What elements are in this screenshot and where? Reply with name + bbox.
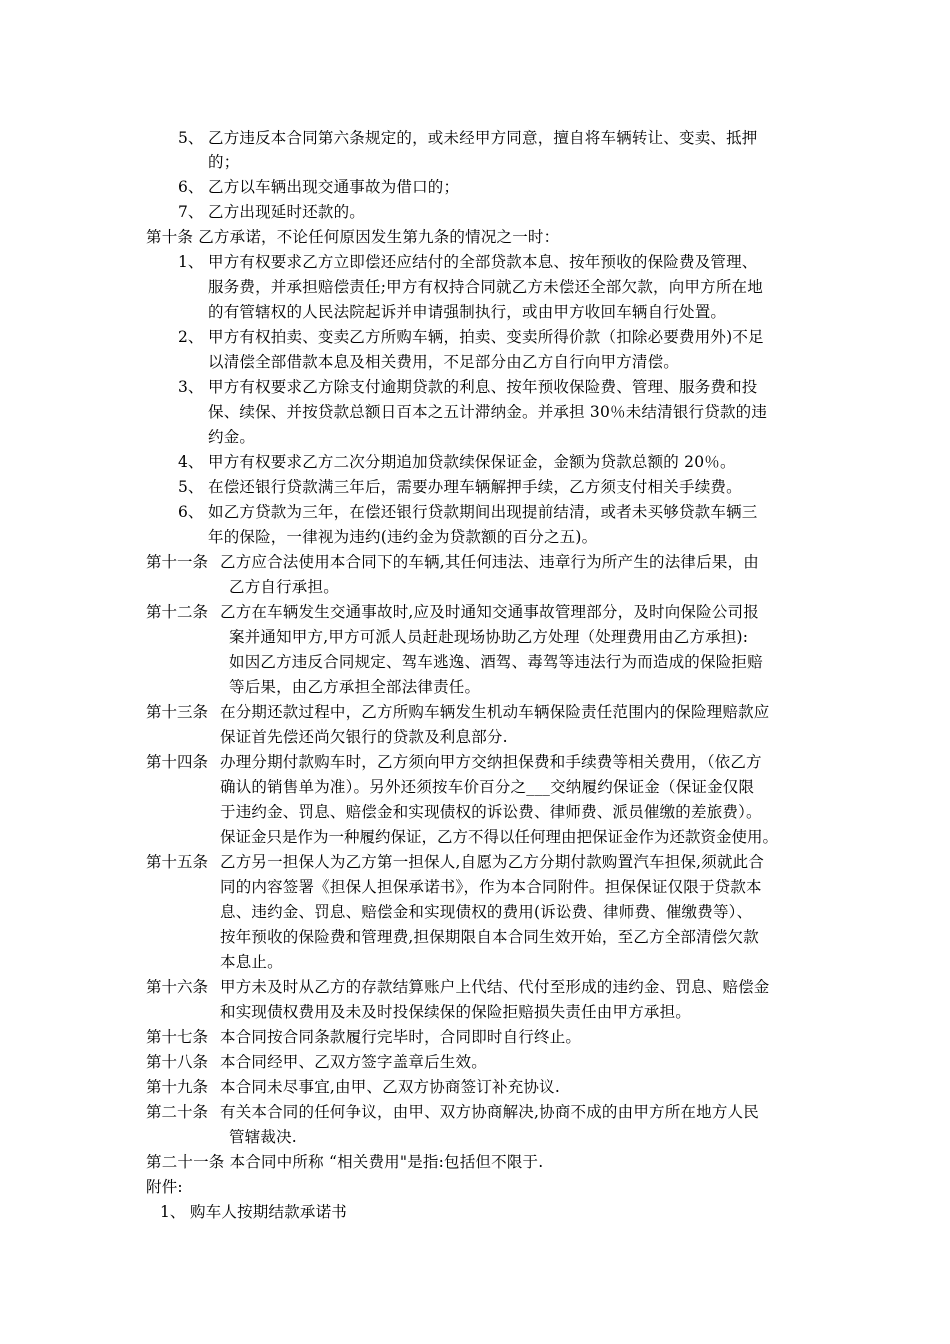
article-label: 第十六条 (146, 978, 209, 996)
article-line: 保证金只是作为一种履约保证，乙方不得以任何理由把保证金作为还款资金使用。 (220, 828, 779, 846)
list-item-line: 甲方有权要求乙方除支付逾期贷款的利息、按年预收保险费、管理、服务费和投 (208, 378, 758, 396)
article-line: 乙方自行承担。 (229, 578, 339, 596)
list-item-line: 甲方有权要求乙方二次分期追加贷款续保保证金，金额为贷款总额的 20％。 (208, 453, 736, 471)
list-item-line: 在偿还银行贷款满三年后，需要办理车辆解押手续，乙方须支付相关手续费。 (208, 478, 742, 496)
list-item-line: 如乙方贷款为三年，在偿还银行贷款期间出现提前结清，或者未买够贷款车辆三 (208, 503, 758, 521)
list-item-number: 1、 (160, 1203, 186, 1221)
article-line: 有关本合同的任何争议，由甲、双方协商解决,协商不成的由甲方所在地方人民 (220, 1103, 759, 1121)
article-label: 第十一条 (146, 553, 209, 571)
list-item-line: 的有管辖权的人民法院起诉并申请强制执行，或由甲方收回车辆自行处置。 (208, 303, 727, 321)
list-item-number: 4、 (178, 453, 204, 471)
list-item-line: 乙方违反本合同第六条规定的，或未经甲方同意，擅自将车辆转让、变卖、抵押 (208, 129, 758, 147)
list-item-number: 6、 (178, 178, 204, 196)
article-line: 保证首先偿还尚欠银行的贷款及利息部分. (220, 728, 508, 746)
article-line: 案并通知甲方,甲方可派人员赶赴现场协助乙方处理（处理费用由乙方承担): (229, 628, 749, 646)
article-label: 第二十条 (146, 1103, 209, 1121)
article-line: 乙方在车辆发生交通事故时,应及时通知交通事故管理部分，及时向保险公司报 (220, 603, 759, 621)
list-item-number: 5、 (178, 129, 204, 147)
article-line: 乙方另一担保人为乙方第一担保人,自愿为乙方分期付款购置汽车担保,须就此合 (220, 853, 765, 871)
appendix-item: 购车人按期结款承诺书 (190, 1203, 348, 1221)
article-label: 第十二条 (146, 603, 209, 621)
list-item-line: 服务费，并承担赔偿责任;甲方有权持合同就乙方未偿还全部欠款，向甲方所在地 (208, 278, 763, 296)
article-label: 第十四条 (146, 753, 209, 771)
article-line: 同的内容签署《担保人担保承诺书》，作为本合同附件。担保保证仅限于贷款本 (220, 878, 762, 896)
article-10-title: 第十条 乙方承诺，不论任何原因发生第九条的情况之一时： (146, 228, 560, 246)
article-line: 和实现债权费用及未及时投保续保的保险拒赔损失责任由甲方承担。 (220, 1003, 692, 1021)
list-item-line: 以清偿全部借款本息及相关费用，不足部分由乙方自行向甲方清偿。 (208, 353, 680, 371)
list-item-line: 年的保险，一律视为违约(违约金为贷款额的百分之五)。 (208, 528, 598, 546)
article-line: 甲方未及时从乙方的存款结算账户上代结、代付至形成的违约金、罚息、赔偿金 (220, 978, 770, 996)
article-label: 第十七条 (146, 1028, 209, 1046)
article-line: 确认的销售单为准）。另外还须按车价百分之___交纳履约保证金（保证金仅限 (220, 778, 755, 796)
list-item-line: 乙方出现延时还款的。 (208, 203, 366, 221)
article-line: 本合同经甲、乙双方签字盖章后生效。 (220, 1053, 487, 1071)
list-item-number: 7、 (178, 203, 204, 221)
article-line: 乙方应合法使用本合同下的车辆,其任何违法、违章行为所产生的法律后果，由 (220, 553, 759, 571)
article-label: 第十八条 (146, 1053, 209, 1071)
list-item-number: 6、 (178, 503, 204, 521)
article-line: 在分期还款过程中，乙方所购车辆发生机动车辆保险责任范围内的保险理赔款应 (220, 703, 770, 721)
list-item-number: 5、 (178, 478, 204, 496)
appendix-label: 附件: (146, 1178, 183, 1196)
article-line: 按年预收的保险费和管理费,担保期限自本合同生效开始，至乙方全部清偿欠款 (220, 928, 759, 946)
article-line: 本合同未尽事宜,由甲、乙双方协商签订补充协议. (220, 1078, 560, 1096)
list-item-number: 1、 (178, 253, 204, 271)
list-item-line: 约金。 (208, 428, 256, 446)
list-item-line: 甲方有权拍卖、变卖乙方所购车辆，拍卖、变卖所得价款（扣除必要费用外)不足 (208, 328, 764, 346)
article-line: 管辖裁决. (229, 1128, 297, 1146)
article-label: 第十九条 (146, 1078, 209, 1096)
article-21-line: 第二十一条 本合同中所称 “相关费用"是指:包括但不限于. (146, 1153, 544, 1171)
article-line: 如因乙方违反合同规定、驾车逃逸、酒驾、毒驾等违法行为而造成的保险拒赔 (229, 653, 763, 671)
list-item-line: 乙方以车辆出现交通事故为借口的； (208, 178, 460, 196)
article-line: 于违约金、罚息、赔偿金和实现债权的诉讼费、律师费、派员催缴的差旅费）。 (220, 803, 762, 821)
article-line: 本息止。 (220, 953, 283, 971)
list-item-line: 甲方有权要求乙方立即偿还应结付的全部贷款本息、按年预收的保险费及管理、 (208, 253, 758, 271)
article-line: 息、违约金、罚息、赔偿金和实现债权的费用(诉讼费、律师费、催缴费等）、 (220, 903, 753, 921)
article-line: 等后果，由乙方承担全部法律责任。 (229, 678, 481, 696)
list-item-line: 的； (208, 153, 240, 171)
article-line: 本合同按合同条款履行完毕时，合同即时自行终止。 (220, 1028, 582, 1046)
article-label: 第十五条 (146, 853, 209, 871)
list-item-number: 3、 (178, 378, 204, 396)
article-line: 办理分期付款购车时，乙方须向甲方交纳担保费和手续费等相关费用，（依乙方 (220, 753, 762, 771)
list-item-line: 保、续保、并按贷款总额日百本之五计滞纳金。并承担 30％未结清银行贷款的违 (208, 403, 768, 421)
article-label: 第十三条 (146, 703, 209, 721)
list-item-number: 2、 (178, 328, 204, 346)
